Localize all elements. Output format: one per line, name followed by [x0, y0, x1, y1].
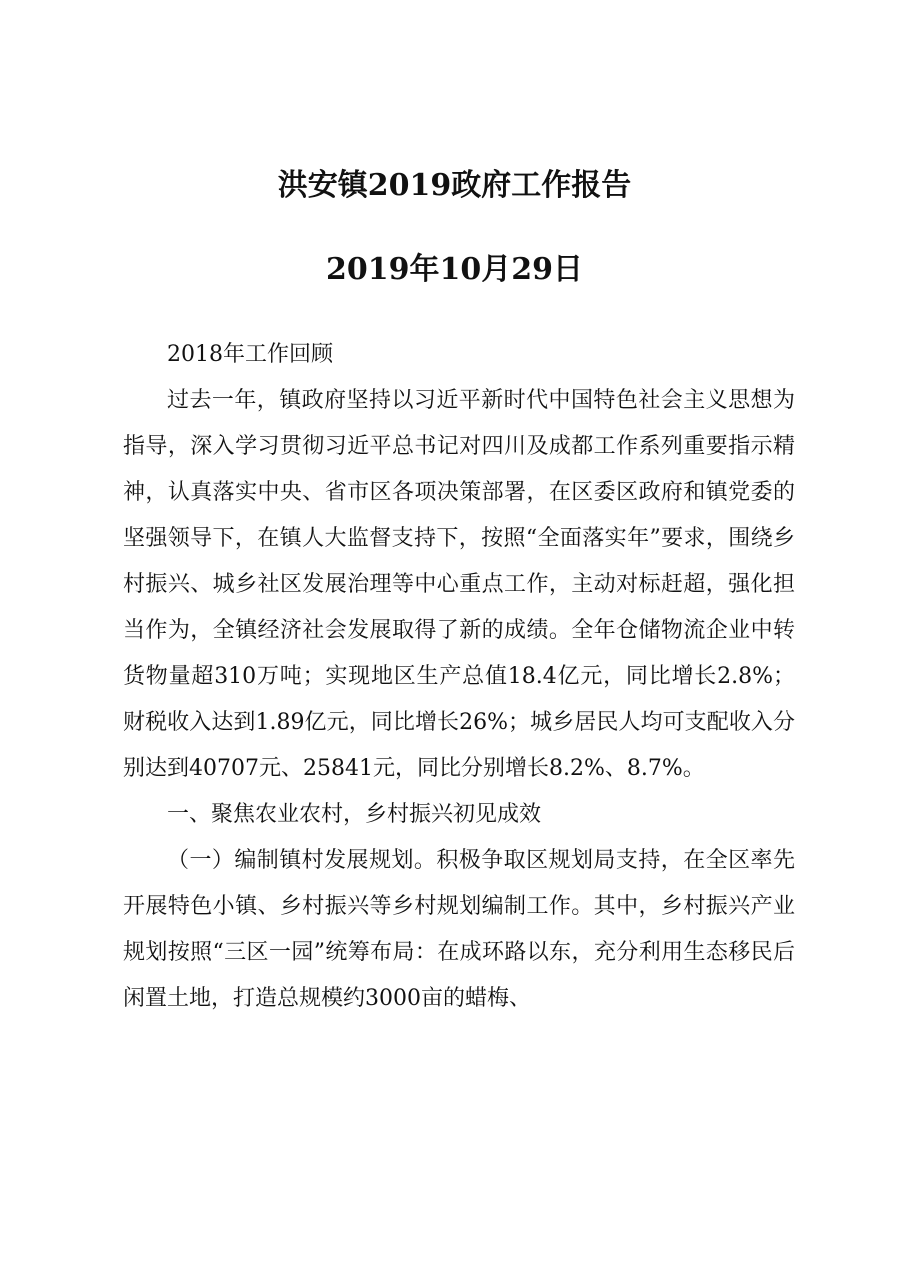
document-body — [123, 332, 795, 1022]
section-heading-agriculture: 一、聚焦农业农村，乡村振兴初见成效 — [167, 802, 542, 827]
document-date: 2019年10月29日 — [326, 252, 583, 287]
document-title: 洪安镇2019政府工作报告 — [277, 168, 632, 203]
section-heading-review: 2018年工作回顾 — [167, 342, 333, 367]
paragraph-planning: （一）编制镇村发展规划。积极争取区规划局支持，在全区率先开展特色小镇、乡村振兴等乡村规划编制工作。其中，乡村振兴产业规划按照“三区一园”统筹布局：在成环路以东，充分利用生态移民后闲置土地，打造总规模约3000亩的蜡梅、 — [123, 848, 795, 1011]
paragraph-summary: 过去一年，镇政府坚持以习近平新时代中国特色社会主义思想为指导，深入学习贯彻习近平总书记对四川及成都工作系列重要指示精神，认真落实中央、省市区各项决策部署，在区委区政府和镇党委的坚强领导下，在镇人大监督支持下，按照“全面落实年”要求，围绕乡村振兴、城乡社区发展治理等中心重点工作，主动对标赶超，强化担当作为，全镇经济社会发展取得了新的成绩。全年仓储物流企业中转货物量超310万吨；实现地区生产总值18.4亿元，同比增长2.8%；财税收入达到1.89亿元，同比增长26%；城乡居民人均可支配收入分别达到40707元、25841元，同比分别增长8.2%、8.7%。 — [123, 388, 795, 781]
